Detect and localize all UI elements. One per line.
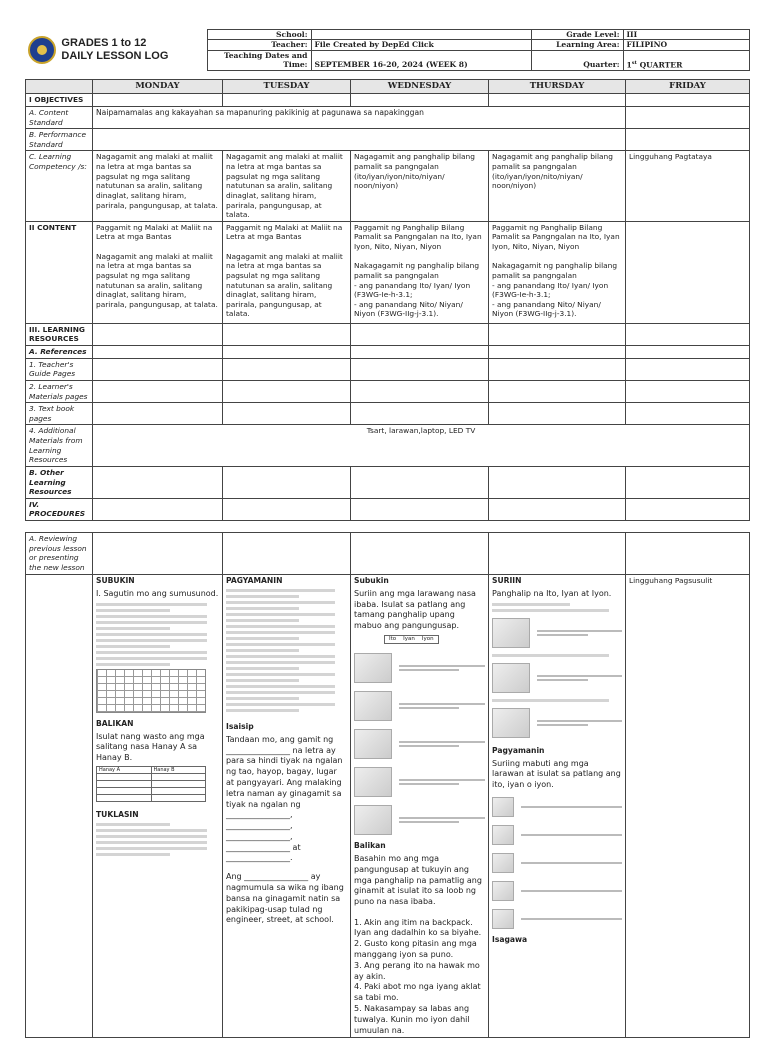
- performance-standard-label: B. Performance Standard: [26, 129, 93, 151]
- hanay-a-header: Hanay A: [97, 766, 152, 774]
- isaisip-text: Tandaan mo, ang gamit ng ________________ na letra ay para sa hindi tiyak na ngalan ng tao, hayop, bagay, lugar at pangyayari. Ang malaking letra naman ay ginagamit sa tiyak na ngalan ng: [226, 734, 343, 809]
- isaisip-heading: Isaisip: [226, 721, 254, 731]
- corner-cell: [26, 79, 93, 93]
- wed-balikan-instruction: Basahin mo ang mga pangungusap at tukuyin ang mga panghalip na pamatlig ang ginamit at isulat ito sa loob ng puno na nasa ibaba.: [354, 854, 482, 907]
- illustration: [354, 691, 392, 721]
- isagawa-heading: Isagawa: [492, 934, 528, 944]
- wed-subukin-instruction: Suriin ang mga larawang nasa ibaba. Isulat sa patlang ang tamang panghalip upang mabuo ang pangungusap.: [354, 588, 476, 631]
- additional-materials-value: Tsart, larawan,laptop, LED TV: [93, 425, 750, 467]
- illustration: [492, 618, 530, 648]
- form-title: GRADES 1 to 12 DAILY LESSON LOG: [61, 36, 169, 62]
- activity-monday: [93, 575, 223, 1038]
- objectives-table: [25, 79, 750, 521]
- blank-line: ________________.: [226, 853, 293, 863]
- grade-level-label: Grade Level:: [531, 30, 623, 40]
- list-item: 3. Ang perang ito na hawak mo ay akin.: [354, 960, 480, 981]
- quarter-value: 1st QUARTER: [623, 50, 749, 70]
- lesson-log-page-1: [25, 29, 749, 521]
- teachers-guide-label: 1. Teacher's Guide Pages: [26, 358, 93, 380]
- content-wednesday: Paggamit ng Panghalip Bilang Pamalit sa Pangngalan na Ito, Iyan Iyon, Nito, Niyan, Niyon Nakagagamit ng panghalip bilang pamalit sa pangngalan - ang panandang Ito/ Iyan/ Iyon (F3WG-Ie-h-3.1; - ang panandang Nito/ Niyan/ Niyon (F3WG-IIg-j-3.1).: [351, 221, 489, 323]
- text-book-label: 3. Text book pages: [26, 403, 93, 425]
- blank-line: ________________,: [226, 821, 293, 831]
- blank-line: ________________ at: [226, 842, 301, 852]
- day-friday: FRIDAY: [626, 79, 750, 93]
- teacher-label: Teacher:: [207, 40, 311, 50]
- illustration: [492, 663, 530, 693]
- illustration: [492, 797, 514, 817]
- teaching-dates-value: SEPTEMBER 16-20, 2024 (WEEK 8): [311, 50, 531, 70]
- lesson-log-page-2: [25, 532, 749, 1038]
- quarter-label: Quarter:: [531, 50, 623, 70]
- lc-wednesday: Nagagamit ang panghalip bilang pamalit sa pangngalan (ito/iyan/iyon/nito/niyan/ noon/niyon): [351, 151, 489, 221]
- additional-materials-label: 4. Additional Materials from Learning Resources: [26, 425, 93, 467]
- learning-area-value: FILIPINO: [623, 40, 749, 50]
- content-label: II CONTENT: [26, 221, 93, 323]
- procedures-table: [25, 532, 750, 1038]
- illustration: [354, 653, 392, 683]
- balikan-heading: BALIKAN: [96, 718, 134, 728]
- activity-wednesday: [351, 575, 489, 1038]
- illustration: [492, 853, 514, 873]
- content-standard-label: A. Content Standard: [26, 106, 93, 128]
- thu-pagyamanin-heading: Pagyamanin: [492, 745, 545, 755]
- list-item: 2. Gusto kong pitasin ang mga manggang iyon sa puno.: [354, 939, 477, 960]
- teacher-value: File Created by DepEd Click: [311, 40, 531, 50]
- lc-monday: Nagagamit ang malaki at maliit na letra at mga bantas sa pagsulat ng mga salitang natutunan sa aralin, salitang dinaglat, salitang hiram, parirala, pangungusap, at talata.: [93, 151, 223, 221]
- procedures-label: IV. PROCEDURES: [26, 498, 93, 520]
- header-table: [25, 29, 750, 71]
- day-tuesday: TUESDAY: [223, 79, 351, 93]
- blank-line: ________________,: [226, 810, 293, 820]
- wed-balikan-heading: Balikan: [354, 841, 386, 851]
- learning-area-label: Learning Area:: [531, 40, 623, 50]
- lc-thursday: Nagagamit ang panghalip bilang pamalit sa pangngalan (ito/iyan/iyon/nito/niyan/ noon/niyon): [489, 151, 626, 221]
- activity-friday: [626, 575, 750, 1038]
- content-friday: [626, 221, 750, 323]
- day-thursday: THURSDAY: [489, 79, 626, 93]
- list-item: 5. Nakasampay sa labas ang tuwalya. Kunin mo iyon dahil umuulan na.: [354, 1004, 470, 1035]
- isaisip-text-2: Ang ________________ ay nagmumula sa wika ng ibang bansa na ginagamit natin sa pakikipag-usap tulad ng engineer, street, at school.: [226, 872, 344, 925]
- illustration: [492, 825, 514, 845]
- day-monday: MONDAY: [93, 79, 223, 93]
- illustration: [492, 708, 530, 738]
- tuklasin-heading: TUKLASIN: [96, 810, 139, 820]
- weekly-test: Lingguhang Pagsusulit: [629, 576, 713, 585]
- illustration: [354, 729, 392, 759]
- day-wednesday: WEDNESDAY: [351, 79, 489, 93]
- grade-level-value: III: [623, 30, 749, 40]
- lc-tuesday: Nagagamit ang malaki at maliit na letra at mga bantas sa pagsulat ng mga salitang natutunan sa aralin, salitang dinaglat, salitang hiram, parirala, pangungusap, at talata.: [223, 151, 351, 221]
- learners-materials-label: 2. Learner's Materials pages: [26, 380, 93, 402]
- deped-seal-icon: [28, 36, 56, 64]
- activity-tuesday: [223, 575, 351, 1038]
- school-value: [311, 30, 531, 40]
- teaching-dates-label: Teaching Dates and Time:: [207, 50, 311, 70]
- content-monday: Paggamit ng Malaki at Maliit na Letra at mga Bantas Nagagamit ang malaki at maliit na letra at mga bantas sa pagsulat ng mga salitang natutunan sa aralin, salitang dinaglat, salitang hiram, parirala, pangungusap, at talata.: [93, 221, 223, 323]
- illustration: [492, 881, 514, 901]
- lc-friday: Lingguhang Pagtataya: [626, 151, 750, 221]
- objectives-label: I OBJECTIVES: [26, 93, 93, 106]
- learning-competency-label: C. Learning Competency /s:: [26, 151, 93, 221]
- header-brand: [25, 30, 207, 71]
- suriin-topic: Panghalip na Ito, Iyan at Iyon.: [492, 588, 612, 598]
- learning-resources-label: III. LEARNING RESOURCES: [26, 323, 93, 345]
- subukin-heading: SUBUKIN: [96, 576, 135, 585]
- list-item: 1. Akin ang itim na backpack. Iyan ang dadalhin ko sa biyahe.: [354, 917, 482, 938]
- thu-pagyamanin-instruction: Suriing mabuti ang mga larawan at isulat sa patlang ang ito, iyan o iyon.: [492, 758, 621, 790]
- illustration: [354, 805, 392, 835]
- performance-standard-value: [93, 129, 626, 151]
- content-standard-value: Naipamamalas ang kakayahan sa mapanuring pakikinig at pagunawa sa napakinggan: [93, 106, 626, 128]
- pronoun-box: Ito Iyan Iyon: [384, 635, 439, 644]
- balikan-instruction: Isulat nang wasto ang mga salitang nasa Hanay A sa Hanay B.: [96, 731, 205, 763]
- other-resources-label: B. Other Learning Resources: [26, 466, 93, 498]
- word-search-grid: [96, 669, 206, 713]
- activity-thursday: [489, 575, 626, 1038]
- blank-line: ________________,: [226, 831, 293, 841]
- hanay-b-header: Hanay B: [151, 766, 206, 774]
- school-label: School:: [207, 30, 311, 40]
- wed-subukin-heading: Subukin: [354, 576, 389, 585]
- subukin-instruction: I. Sagutin mo ang sumusunod.: [96, 588, 219, 598]
- hanay-table: [96, 766, 206, 803]
- illustration: [492, 909, 514, 929]
- illustration: [354, 767, 392, 797]
- references-label: A. References: [26, 346, 93, 359]
- content-thursday: Paggamit ng Panghalip Bilang Pamalit sa Pangngalan na Ito, Iyan Iyon, Nito, Niyan, Niyon Nakagagamit ng panghalip bilang pamalit sa pangngalan - ang panandang Ito/ Iyan/ Iyon (F3WG-Ie-h-3.1; - ang panandang Nito/ Niyan/ Niyon (F3WG-IIg-j-3.1).: [489, 221, 626, 323]
- suriin-heading: SURIIN: [492, 576, 522, 585]
- reviewing-lesson-label: A. Reviewing previous lesson or presenting the new lesson: [26, 533, 93, 575]
- content-tuesday: Paggamit ng Malaki at Maliit na Letra at mga Bantas Nagagamit ang malaki at maliit na letra at mga bantas sa pagsulat ng mga salitang natutunan sa aralin, salitang dinaglat, salitang hiram, parirala, pangungusap, at talata.: [223, 221, 351, 323]
- pagyamanin-heading: PAGYAMANIN: [226, 576, 283, 585]
- list-item: 4. Paki abot mo nga iyang aklat sa tabi mo.: [354, 982, 481, 1003]
